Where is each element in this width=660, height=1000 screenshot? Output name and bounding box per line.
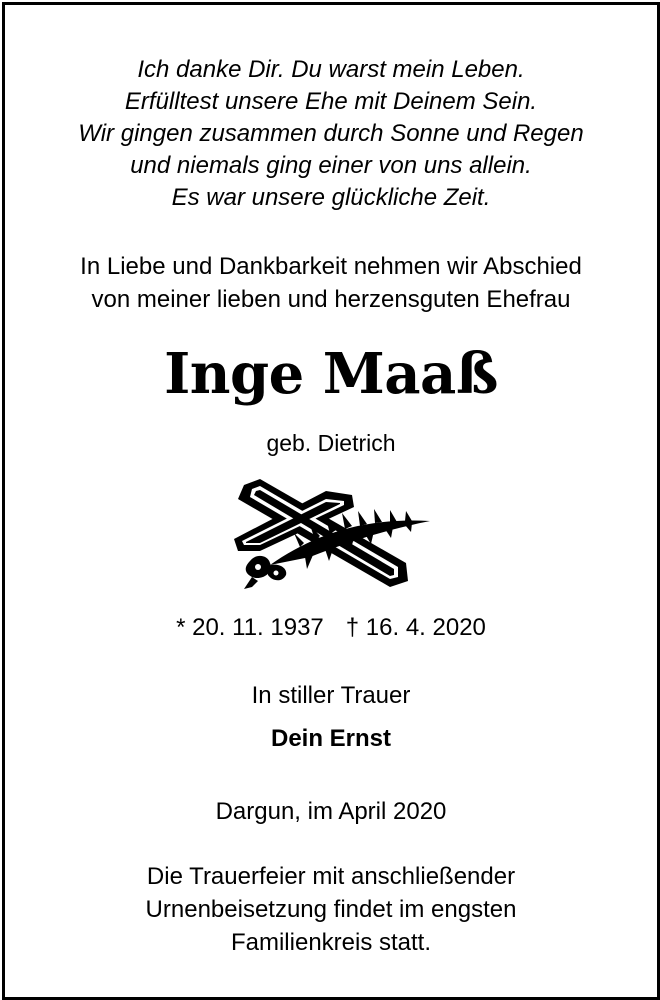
funeral-notice-line-3: Familienkreis statt. [230, 929, 432, 956]
death-date: † 16. 4. 2020 [345, 614, 486, 641]
poem-line-3: Wir gingen zusammen durch Sonne und Regen [78, 120, 584, 147]
funeral-notice-line-2: Urnenbeisetzung findet im engsten [145, 896, 517, 923]
mourning-phrase: In stiller Trauer [251, 682, 411, 709]
poem-line-4: und niemals ging einer von uns allein. [130, 152, 532, 179]
life-dates [5, 613, 657, 643]
place-date: Dargun, im April 2020 [215, 798, 447, 825]
intro-line-2: von meiner lieben und herzensguten Ehefrau [91, 286, 571, 313]
birth-date: * 20. 11. 1937 [176, 614, 324, 641]
deceased-name: Inge Maaß [164, 341, 498, 407]
cross-with-palm-branch-icon [230, 477, 436, 591]
mourner-name: Dein Ernst [270, 725, 392, 752]
poem-line-1: Ich danke Dir. Du warst mein Leben. [137, 56, 525, 83]
poem-line-2: Erfülltest unsere Ehe mit Deinem Sein. [124, 88, 538, 115]
obituary-frame [2, 2, 660, 1000]
obituary-content [5, 5, 657, 997]
intro-line-1: In Liebe und Dankbarkeit nehmen wir Abschied [80, 253, 582, 280]
funeral-notice-line-1: Die Trauerfeier mit anschließender [146, 863, 516, 890]
poem-line-5: Es war unsere glückliche Zeit. [171, 184, 491, 211]
birth-name: geb. Dietrich [266, 430, 396, 456]
